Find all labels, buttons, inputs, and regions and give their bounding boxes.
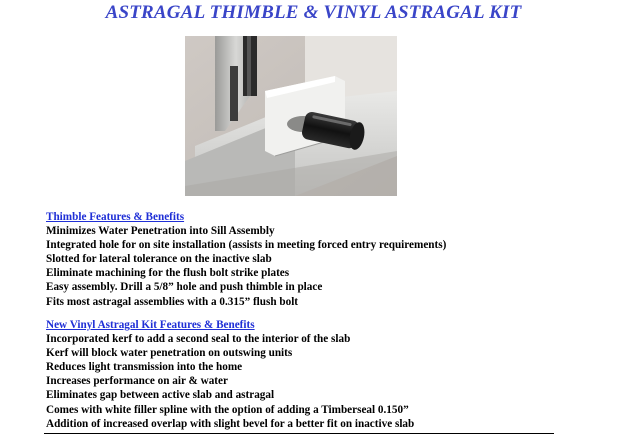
page-title: ASTRAGAL THIMBLE & VINYL ASTRAGAL KIT <box>105 2 522 23</box>
astragal-thimble-image <box>185 36 397 196</box>
bottom-divider <box>44 433 554 434</box>
vinyl-astragal-features-section <box>46 318 586 431</box>
feature-line: Incorporated kerf to add a second seal to the interior of the slab <box>46 333 351 346</box>
thimble-features-link[interactable]: Thimble Features & Benefits <box>46 211 185 223</box>
vinyl-astragal-features-link[interactable]: New Vinyl Astragal Kit Features & Benefits <box>46 319 255 331</box>
feature-line: Easy assembly. Drill a 5/8” hole and push thimble in place <box>46 281 323 294</box>
feature-line: Kerf will block water penetration on outswing units <box>46 347 293 360</box>
feature-line: Increases performance on air & water <box>46 375 228 388</box>
feature-line: Eliminate machining for the flush bolt strike plates <box>46 267 290 280</box>
feature-line: Minimizes Water Penetration into Sill Assembly <box>46 225 275 238</box>
feature-line: Slotted for lateral tolerance on the inactive slab <box>46 253 272 266</box>
feature-line: Addition of increased overlap with slight bevel for a better fit on inactive slab <box>46 417 415 430</box>
feature-line: Integrated hole for on site installation (assists in meeting forced entry requirements) <box>46 239 447 252</box>
thimble-features-section <box>46 210 586 309</box>
feature-line: Eliminates gap between active slab and astragal <box>46 389 275 402</box>
feature-line: Fits most astragal assemblies with a 0.315” flush bolt <box>46 295 299 308</box>
feature-line: Reduces light transmission into the home <box>46 361 243 374</box>
product-photo <box>185 36 397 196</box>
feature-line: Comes with white filler spline with the option of adding a Timberseal 0.150” <box>46 403 409 416</box>
